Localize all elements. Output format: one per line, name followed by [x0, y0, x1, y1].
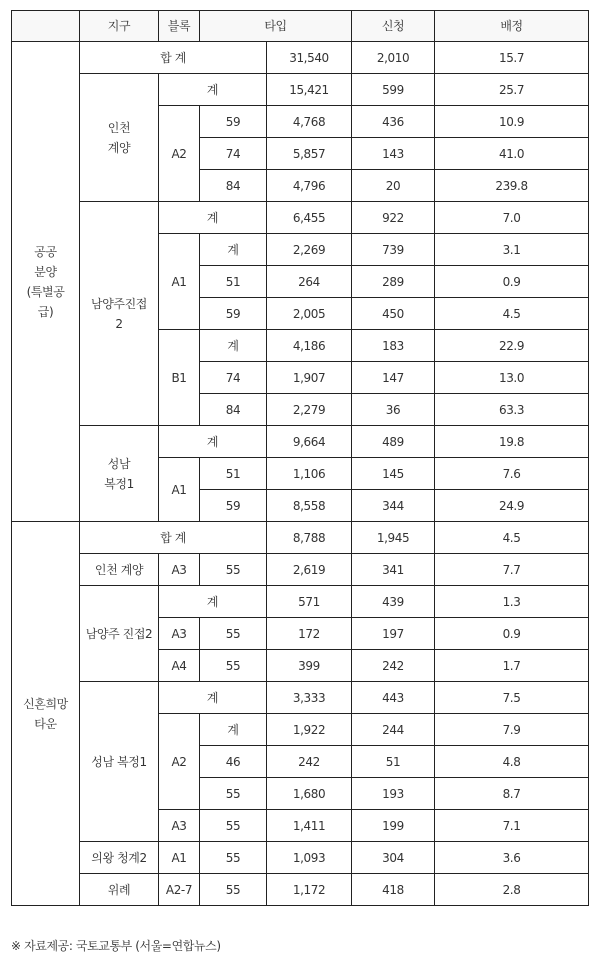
- table-cell: 1.7: [435, 650, 589, 682]
- table-cell: 계: [159, 586, 267, 618]
- table-cell: 7.9: [435, 714, 589, 746]
- table-cell: 1,680: [267, 778, 352, 810]
- table-cell: 위례: [80, 874, 159, 906]
- table-cell: 성남 복정1: [80, 682, 159, 842]
- table-cell: 22.9: [435, 330, 589, 362]
- table-cell: 55: [200, 778, 267, 810]
- table-cell: 74: [200, 138, 267, 170]
- table-cell: 55: [200, 618, 267, 650]
- table-row: [12, 874, 589, 906]
- table-cell: 147: [352, 362, 435, 394]
- table-cell: 15.7: [435, 42, 589, 74]
- table-cell: 2,279: [267, 394, 352, 426]
- table-cell: 7.5: [435, 682, 589, 714]
- table-cell: 7.7: [435, 554, 589, 586]
- table-cell: 3.1: [435, 234, 589, 266]
- table-cell: 계: [159, 682, 267, 714]
- table-cell: 489: [352, 426, 435, 458]
- table-cell: 571: [267, 586, 352, 618]
- table-cell: 84: [200, 394, 267, 426]
- table-cell: 84: [200, 170, 267, 202]
- table-cell: A2: [159, 714, 200, 810]
- header-district: 지구: [80, 11, 159, 42]
- competition-table: [11, 10, 589, 906]
- table-cell: A2-7: [159, 874, 200, 906]
- table-cell: 의왕 청계2: [80, 842, 159, 874]
- table-header-row: [12, 11, 589, 42]
- table-cell: 4,768: [267, 106, 352, 138]
- table-cell: 63.3: [435, 394, 589, 426]
- table-cell: A4: [159, 650, 200, 682]
- table-cell: 41.0: [435, 138, 589, 170]
- table-cell: 172: [267, 618, 352, 650]
- table-cell: 13.0: [435, 362, 589, 394]
- table-cell: A1: [159, 458, 200, 522]
- table-cell: 계: [159, 74, 267, 106]
- table-cell: 59: [200, 490, 267, 522]
- table-cell: 264: [267, 266, 352, 298]
- table-cell: 51: [352, 746, 435, 778]
- table-cell: 4,186: [267, 330, 352, 362]
- table-cell: 1,907: [267, 362, 352, 394]
- table-cell: 2,619: [267, 554, 352, 586]
- table-cell: 439: [352, 586, 435, 618]
- table-cell: 10.9: [435, 106, 589, 138]
- table-cell: 계: [159, 202, 267, 234]
- table-cell: 6,455: [267, 202, 352, 234]
- table-cell: 46: [200, 746, 267, 778]
- table-cell: 59: [200, 298, 267, 330]
- table-cell: A3: [159, 554, 200, 586]
- table-cell: 0.9: [435, 618, 589, 650]
- table-cell: 739: [352, 234, 435, 266]
- table-cell: 성남 복정1: [80, 426, 159, 522]
- table-cell: 4.5: [435, 298, 589, 330]
- table-cell: 36: [352, 394, 435, 426]
- table-cell: 51: [200, 458, 267, 490]
- table-cell: 8,788: [267, 522, 352, 554]
- table-row: [12, 74, 589, 106]
- header-allocated: 배정: [435, 11, 589, 42]
- table-cell: 922: [352, 202, 435, 234]
- table-cell: 418: [352, 874, 435, 906]
- table-cell: 59: [200, 106, 267, 138]
- header-block: 블록: [159, 11, 200, 42]
- table-cell: 4,796: [267, 170, 352, 202]
- table-cell: 3,333: [267, 682, 352, 714]
- table-row: [12, 554, 589, 586]
- table-cell: 0.9: [435, 266, 589, 298]
- competition-table-container: [11, 10, 588, 906]
- table-cell: 인천 계양: [80, 554, 159, 586]
- table-row: [12, 522, 589, 554]
- table-cell: 55: [200, 842, 267, 874]
- table-cell: 197: [352, 618, 435, 650]
- table-cell: A1: [159, 842, 200, 874]
- section-label: 신혼희망 타운: [12, 522, 80, 906]
- table-cell: 7.1: [435, 810, 589, 842]
- table-cell: A3: [159, 810, 200, 842]
- table-row: [12, 586, 589, 618]
- table-cell: 2.8: [435, 874, 589, 906]
- table-row: [12, 42, 589, 74]
- table-row: [12, 426, 589, 458]
- table-cell: 74: [200, 362, 267, 394]
- table-cell: 599: [352, 74, 435, 106]
- table-cell: A2: [159, 106, 200, 202]
- table-cell: 239.8: [435, 170, 589, 202]
- table-cell: 19.8: [435, 426, 589, 458]
- table-cell: 1,172: [267, 874, 352, 906]
- table-cell: 2,005: [267, 298, 352, 330]
- table-cell: 1,106: [267, 458, 352, 490]
- table-cell: A1: [159, 234, 200, 330]
- table-cell: 199: [352, 810, 435, 842]
- table-cell: 7.0: [435, 202, 589, 234]
- table-cell: 450: [352, 298, 435, 330]
- table-cell: 341: [352, 554, 435, 586]
- table-cell: 15,421: [267, 74, 352, 106]
- table-cell: 244: [352, 714, 435, 746]
- table-cell: 1,945: [352, 522, 435, 554]
- table-cell: 344: [352, 490, 435, 522]
- section-label: 공공 분양 (특별공 급): [12, 42, 80, 522]
- table-cell: 남양주 진접2: [80, 586, 159, 682]
- table-row: [12, 682, 589, 714]
- table-cell: 55: [200, 874, 267, 906]
- table-cell: 인천 계양: [80, 74, 159, 202]
- table-cell: 계: [200, 714, 267, 746]
- table-cell: 304: [352, 842, 435, 874]
- table-cell: 242: [352, 650, 435, 682]
- header-corner: [12, 11, 80, 42]
- table-cell: 합 계: [80, 42, 267, 74]
- table-cell: 1.3: [435, 586, 589, 618]
- table-cell: 55: [200, 554, 267, 586]
- table-cell: 1,922: [267, 714, 352, 746]
- table-cell: 계: [159, 426, 267, 458]
- table-row: [12, 842, 589, 874]
- table-cell: 8.7: [435, 778, 589, 810]
- table-cell: 9,664: [267, 426, 352, 458]
- table-cell: 242: [267, 746, 352, 778]
- table-cell: 4.5: [435, 522, 589, 554]
- table-cell: 7.6: [435, 458, 589, 490]
- table-cell: 2,010: [352, 42, 435, 74]
- table-cell: 2,269: [267, 234, 352, 266]
- table-cell: 143: [352, 138, 435, 170]
- table-cell: 남양주진접 2: [80, 202, 159, 426]
- table-cell: 4.8: [435, 746, 589, 778]
- table-cell: 289: [352, 266, 435, 298]
- table-cell: 399: [267, 650, 352, 682]
- table-cell: 55: [200, 810, 267, 842]
- table-cell: 24.9: [435, 490, 589, 522]
- table-cell: 1,411: [267, 810, 352, 842]
- table-cell: 3.6: [435, 842, 589, 874]
- table-cell: 합 계: [80, 522, 267, 554]
- table-cell: 25.7: [435, 74, 589, 106]
- table-cell: 31,540: [267, 42, 352, 74]
- header-applications: 신청: [352, 11, 435, 42]
- table-cell: 145: [352, 458, 435, 490]
- header-type: 타입: [200, 11, 352, 42]
- table-cell: A3: [159, 618, 200, 650]
- table-cell: 193: [352, 778, 435, 810]
- table-cell: 20: [352, 170, 435, 202]
- table-cell: B1: [159, 330, 200, 426]
- table-body: [12, 42, 589, 906]
- table-row: [12, 202, 589, 234]
- table-cell: 계: [200, 330, 267, 362]
- table-cell: 183: [352, 330, 435, 362]
- table-cell: 8,558: [267, 490, 352, 522]
- table-cell: 443: [352, 682, 435, 714]
- table-cell: 55: [200, 650, 267, 682]
- table-cell: 436: [352, 106, 435, 138]
- source-footnote: ※ 자료제공: 국토교통부 (서울=연합뉴스): [11, 939, 221, 953]
- table-cell: 1,093: [267, 842, 352, 874]
- table-cell: 계: [200, 234, 267, 266]
- table-cell: 51: [200, 266, 267, 298]
- table-cell: 5,857: [267, 138, 352, 170]
